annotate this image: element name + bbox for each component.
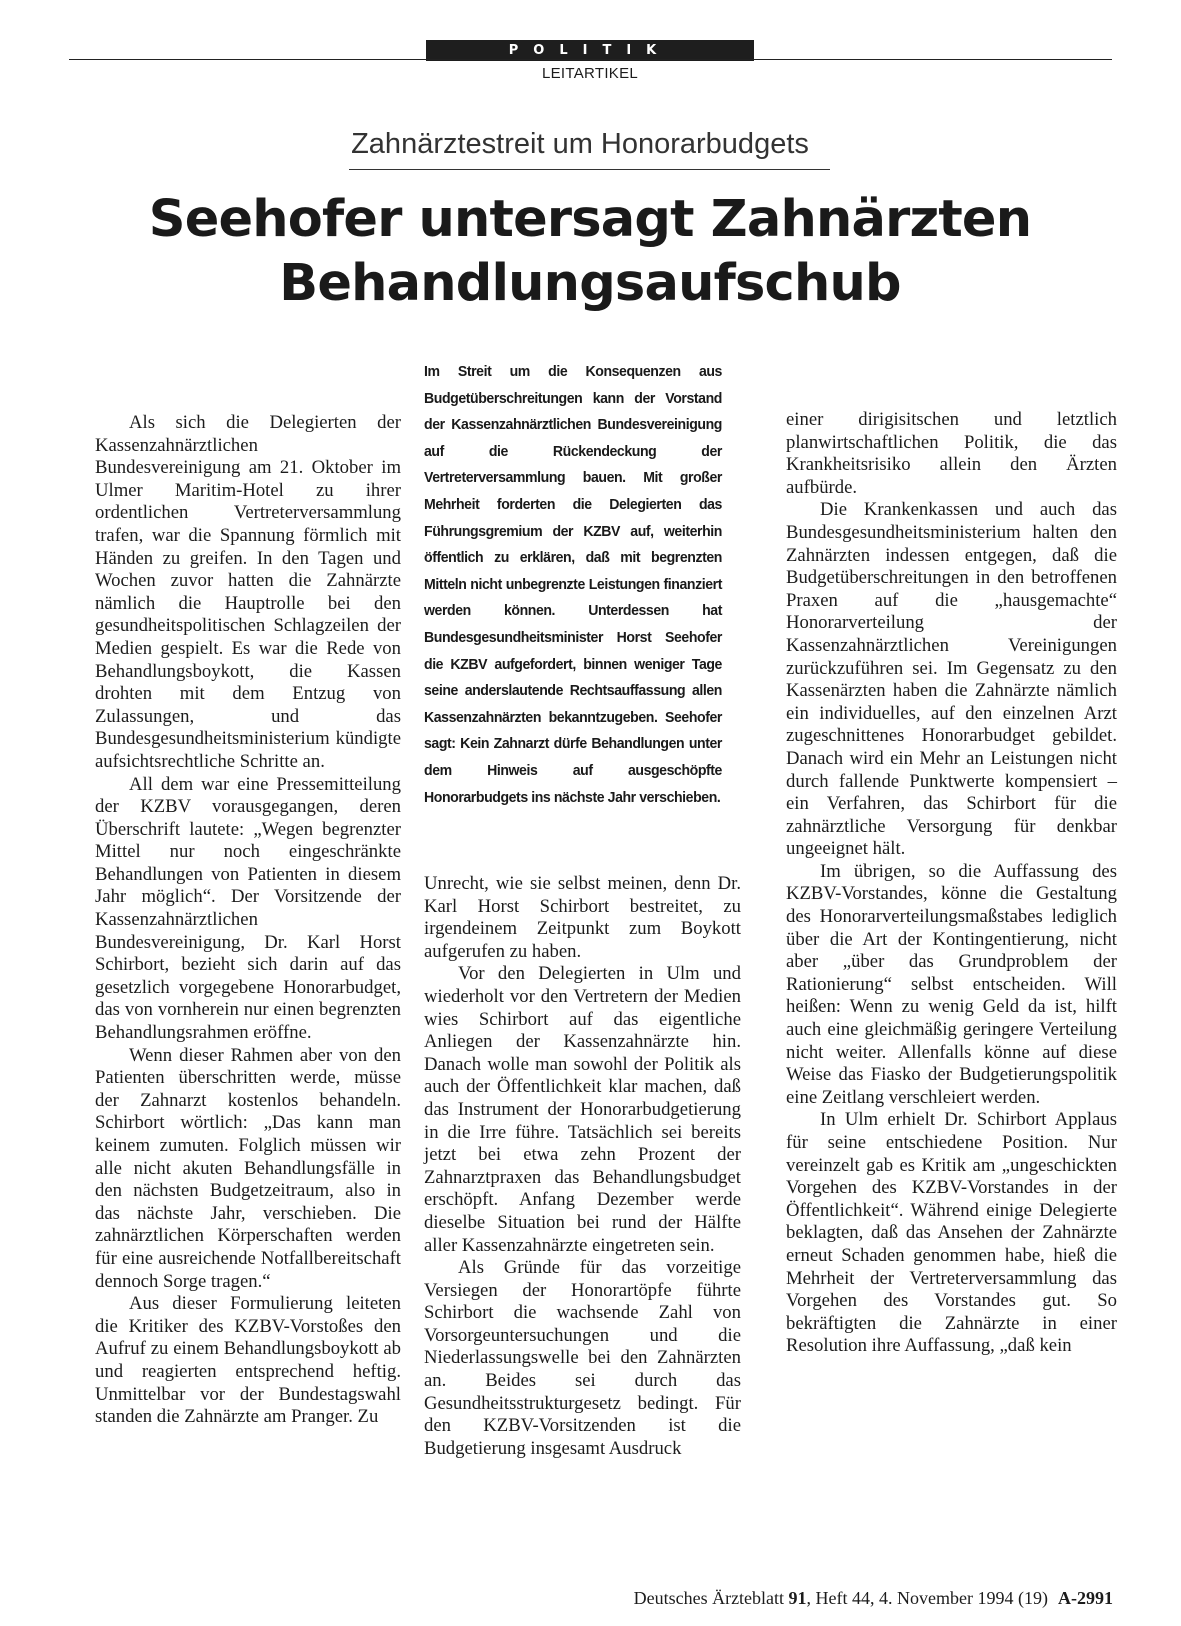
subsection-label: LEITARTIKEL <box>541 65 639 82</box>
paragraph: einer dirigisitschen und letztlich planwirtschaftlichen Politik, die das Krankheitsrisiko allein den Ärzten aufbürde. <box>786 409 1117 498</box>
paragraph: In Ulm erhielt Dr. Schirbort Applaus für seine entschiedene Position. Nur vereinzelt gab es Kritik am „ungeschickten Vorgehen des KZBV-Vorstandes in der Öffentlichkeit“. Während einige Delegierte beklagten, daß das Ansehen der Zahnärzte erneut Schaden genommen habe, hieß die Mehrheit der Vertreterversammlung das Vorgehen des Vorstandes gut. So bekräftigten die Zahnärzte in einer Resolution ihre Auffassung, „daß kein <box>786 1109 1117 1357</box>
paragraph: Als sich die Delegierten der Kassenzahnärztlichen Bundesvereinigung am 21. Oktober im Ulmer Maritim-Hotel zu ihrer ordentlichen Vertreterversammlung trafen, war die Spannung förmlich mit Händen zu greifen. In den Tagen und Wochen zuvor hatten die Zahnärzte nämlich die Hauptrolle bei den gesundheitspolitischen Schlagzeilen der Medien gespielt. Es war die Rede von Behandlungsboykott, die Kassen drohten mit dem Entzug von Zulassungen, und das Bundesgesundheitsministerium kündigte aufsichtsrechtliche Schritte an. <box>95 412 401 772</box>
article-headline <box>60 188 1120 316</box>
article-kicker: Zahnärztestreit um Honorarbudgets <box>351 128 809 160</box>
body-column-3 <box>786 409 1117 1358</box>
body-column-2 <box>424 873 741 1460</box>
section-label: POLITIK <box>426 40 754 61</box>
paragraph: Vor den Delegierten in Ulm und wiederholt vor den Vertretern der Medien wies Schirbort auf das eigentliche Anliegen der Kassenzahnärzte hin. Danach wolle man sowohl der Politik als auch der Öffentlichkeit klar machen, daß das Instrument der Honorarbudgetierung in die Irre führe. Tatsächlich sei bereits jetzt bei etwa zehn Prozent der Zahnarztpraxen das Behandlungsbudget erschöpft. Anfang Dezember werde dieselbe Situation bei rund der Hälfte aller Kassenzahnärzte eingetreten sein. <box>424 963 741 1256</box>
header-rule <box>69 59 1112 60</box>
headline-line-2: Behandlungsaufschub <box>279 254 901 313</box>
paragraph: All dem war eine Pressemitteilung der KZBV vorausgegangen, deren Überschrift lautete: „Wegen begrenzter Mittel nur noch eingeschränkte Behandlungen von Patienten in diesem Jahr möglich“. Der Vorsitzende der Kassenzahnärztlichen Bundesvereinigung, Dr. Karl Horst Schirbort, bezieht sich darin auf das gesetzlich vorgegebene Honorarbudget, das von vornherein nur einen begrenzten Behandlungsrahmen eröffne. <box>95 773 401 1044</box>
page-footer <box>634 1588 1113 1609</box>
paragraph: Als Gründe für das vorzeitige Versiegen der Honorartöpfe führte Schirbort die wachsende Zahl von Vorsorgeuntersuchungen und die Niederlassungswelle bei den Zahnärzten an. Beides sei durch das Gesundheitsstrukturgesetz bedingt. Für den KZBV-Vorsitzenden ist die Budgetierung insgesamt Ausdruck <box>424 1257 741 1459</box>
paragraph: Aus dieser Formulierung leiteten die Kritiker des KZBV-Vorstoßes den Aufruf zu einem Behandlungsboykott ab und reagierten entsprechend heftig. Unmittelbar vor der Bundestagswahl standen die Zahnärzte am Pranger. Zu <box>95 1293 401 1428</box>
paragraph: Wenn dieser Rahmen aber von den Patienten überschritten werde, müsse der Zahnarzt kostenlos behandeln. Schirbort wörtlich: „Das kann man keinem zumuten. Folglich müssen wir alle nicht akuten Behandlungsfälle in den nächsten Budgetzeitraum, also in das nächste Jahr, verschieben. Die zahnärztlichen Körperschaften werden für eine ausreichende Notfallbereitschaft dennoch Sorge tragen.“ <box>95 1044 401 1292</box>
kicker-underline <box>349 169 830 170</box>
issue-info: , Heft 44, 4. November 1994 (19) <box>806 1588 1048 1608</box>
page-number: A-2991 <box>1058 1588 1113 1608</box>
journal-volume: 91 <box>788 1588 807 1608</box>
paragraph: Im übrigen, so die Auffassung des KZBV-Vorstandes, könne die Gestaltung des Honorarverteilungsmaßstabes lediglich über die Art der Kontingentierung, nicht aber „über das Grundproblem der Rationierung“ selbst entscheiden. Will heißen: Wenn zu wenig Geld da ist, hilft auch eine gleichmäßig geringere Verteilung nicht weiter. Allenfalls könne auf diese Weise das Fiasko der Budgetierungspolitik eine Zeitlang verschleiert werden. <box>786 860 1117 1108</box>
body-column-1 <box>95 412 401 1429</box>
article-lead: Im Streit um die Konsequenzen aus Budgetüberschreitungen kann der Vorstand der Kassenzahnärztlichen Bundesvereinigung auf die Rückendeckung der Vertreterversammlung bauen. Mit großer Mehrheit forderten die Delegierten das Führungsgremium der KZBV auf, weiterhin öffentlich zu erklären, daß mit begrenzten Mitteln nicht unbegrenzte Leistungen finanziert werden können. Unterdessen hat Bundesgesundheitsminister Horst Seehofer die KZBV aufgefordert, binnen weniger Tage seine anderslautende Rechtsauffassung allen Kassenzahnärzten bekanntzugeben. Seehofer sagt: Kein Zahnarzt dürfe Behandlungen unter dem Hinweis auf ausgeschöpfte Honorarbudgets ins nächste Jahr verschieben. <box>424 363 722 806</box>
paragraph: Unrecht, wie sie selbst meinen, denn Dr. Karl Horst Schirbort bestreitet, zu irgendeinem Zeitpunkt zum Boykott aufgerufen zu haben. <box>424 873 741 962</box>
journal-name: Deutsches Ärzteblatt <box>633 1588 785 1608</box>
headline-line-1: Seehofer untersagt Zahnärzten <box>148 190 1032 249</box>
paragraph: Die Krankenkassen und auch das Bundesgesundheitsministerium halten den Zahnärzten indessen entgegen, daß die Budgetüberschreitungen in den betroffenen Praxen auf die „hausgemachte“ Honorarverteilung der Kassenzahnärztlichen Vereinigungen zurückzuführen sei. Im Gegensatz zu den Kassenärzten haben die Zahnärzte nämlich ein individuelles, auf den einzelnen Arzt zugeschnittenes Honorarbudget gebildet. Danach wird ein Mehr an Leistungen nicht durch fallende Punktwerte kompensiert – ein Verfahren, das Schirbort für die zahnärztliche Versorgung für denkbar ungeeignet hält. <box>786 499 1117 860</box>
